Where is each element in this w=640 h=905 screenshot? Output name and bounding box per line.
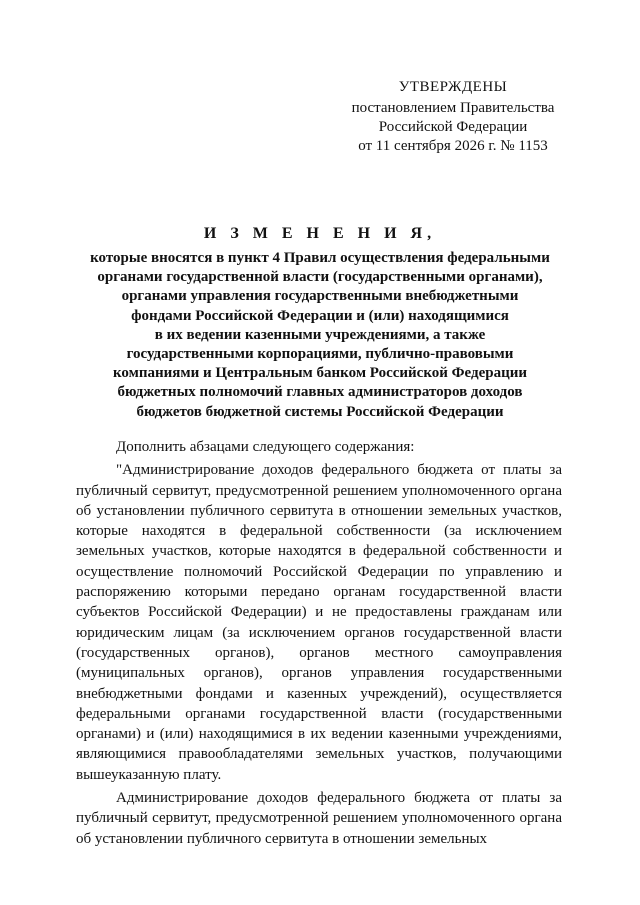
approval-block (330, 78, 576, 156)
subtitle-line: которые вносятся в пункт 4 Правил осуществления федеральными (90, 250, 550, 266)
document-subtitle (60, 249, 580, 422)
subtitle-line: фондами Российской Федерации и (или) находящимися (131, 307, 509, 324)
approval-line-2: Российской Федерации (378, 119, 528, 135)
subtitle-line: органами управления государственными внебюджетными (121, 288, 519, 305)
subtitle-line: органами государственной власти (государственными органами), (97, 269, 543, 286)
approval-heading: УТВЕРЖДЕНЫ (398, 79, 508, 95)
body-paragraph: Администрирование доходов федерального бюджета от платы за публичный сервитут, предусмотренной решением уполномоченного органа об установлении публичного сервитута в отношении земельных (76, 790, 562, 847)
body-paragraph: "Администрирование доходов федерального бюджета от платы за публичный сервитут, предусмотренной решением уполномоченного органа об установлении публичного сервитута в отношении земельных участков, которые находятся в федеральной собственности (за исключением земельных участков, которые находятся в федеральной собственности и осуществление полномочий Российской Федерации по управлению и распоряжению которыми передано органам государственной власти субъектов Российской Федерации) и не предоставлены гражданам или юридическим лицам (за исключением органов государственной власти (государственных органов), органов местного самоуправления (муниципальных органов), органов управления государственными внебюджетными фондами и казенных учреждений), осуществляется федеральными органами государственной власти (государственными органами) и (или) находящимися в их ведении казенными учреждениями, являющимися правообладателями земельных участков, получающими вышеуказанную плату. (76, 462, 562, 783)
approval-line-1: постановлением Правительства (351, 100, 555, 116)
body-paragraph-intro: Дополнить абзацами следующего содержания: (116, 439, 415, 455)
subtitle-line: государственными корпорациями, публично-правовыми (126, 346, 514, 363)
subtitle-line: в их ведении казенными учреждениями, а также (154, 326, 486, 343)
document-body (76, 437, 562, 849)
document-title: И З М Е Н Е Н И Я, (203, 225, 437, 242)
subtitle-line: бюджетов бюджетной системы Российской Федерации (136, 403, 504, 420)
subtitle-line: бюджетных полномочий главных администраторов доходов (117, 384, 523, 401)
approval-line-3: от 11 сентября 2026 г. № 1153 (358, 138, 548, 154)
subtitle-line: компаниями и Центральным банком Российской Федерации (112, 365, 528, 382)
